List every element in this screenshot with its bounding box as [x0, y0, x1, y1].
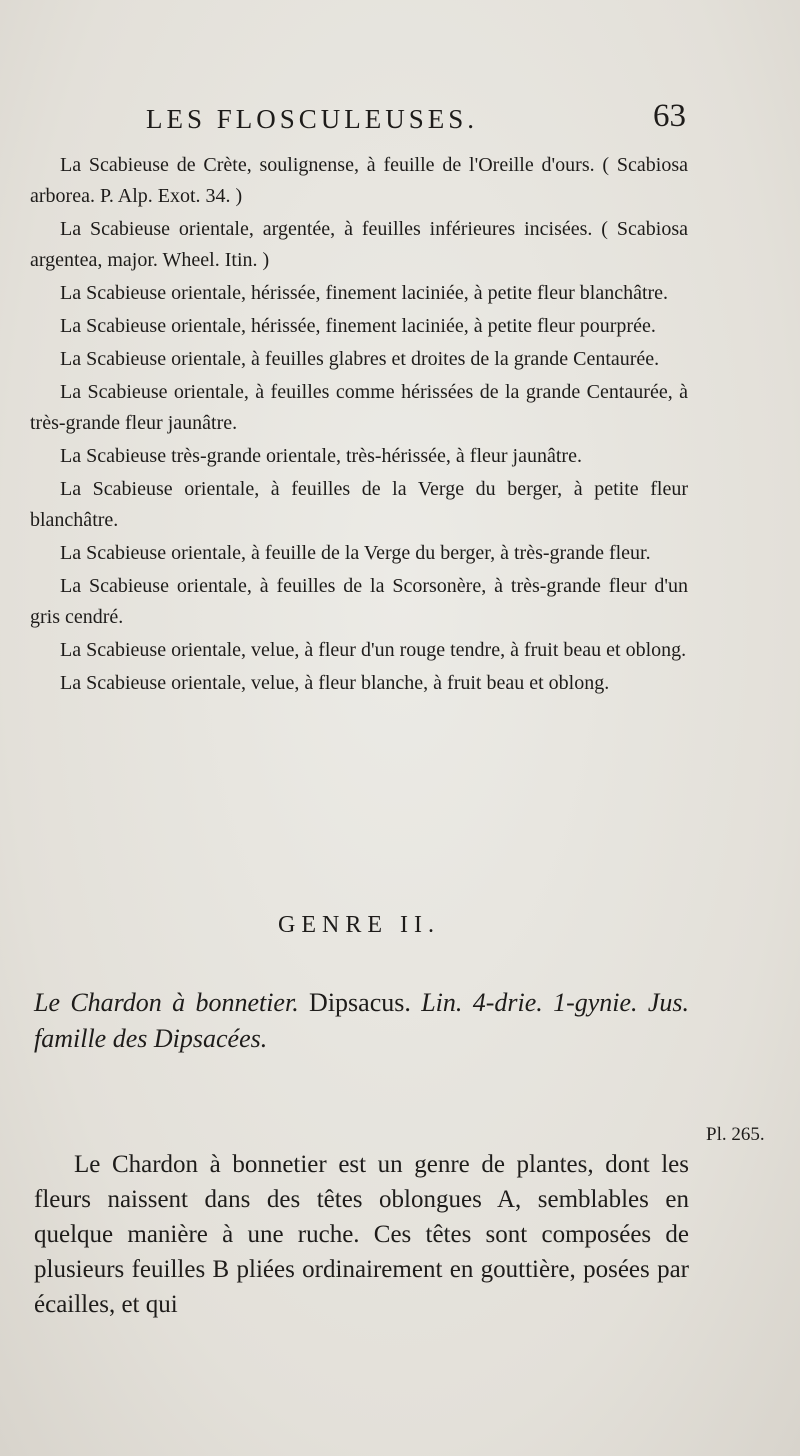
family-name: famille des Dipsacées.	[34, 1024, 268, 1053]
species-entry: La Scabieuse orientale, à feuilles de la Scorsonère, à très-grande fleur d'un gris cendré.	[30, 575, 688, 628]
species-entry: La Scabieuse orientale, argentée, à feuilles inférieures incisées. ( Scabiosa argentea, major. Wheel. Itin. )	[30, 218, 688, 271]
page-number: 63	[653, 98, 686, 134]
page-header	[146, 98, 686, 142]
species-entry: La Scabieuse orientale, hérissée, finement laciniée, à petite fleur pourprée.	[60, 315, 656, 337]
species-entry: La Scabieuse orientale, à feuilles glabres et droites de la grande Centaurée.	[60, 348, 660, 370]
genre-name-latin: Dipsacus.	[309, 988, 411, 1017]
species-entry: La Scabieuse orientale, à feuilles comme hérissées de la grande Centaurée, à très-grande fleur jaunâtre.	[30, 381, 688, 434]
genre-name-french: Le Chardon à bonnetier.	[34, 988, 299, 1017]
species-entry: La Scabieuse orientale, à feuille de la Verge du berger, à très-grande fleur.	[60, 542, 651, 564]
genre-title-block	[34, 985, 689, 1057]
jussieu-reference: Jus.	[647, 988, 690, 1017]
plate-reference: Pl. 265.	[706, 1124, 765, 1145]
linnaeus-reference: Lin.	[421, 988, 463, 1017]
linnaean-class: 4-drie. 1-gynie.	[472, 988, 638, 1017]
species-entry: La Scabieuse orientale, velue, à fleur d'un rouge tendre, à fruit beau et oblong.	[60, 639, 687, 661]
species-entry: La Scabieuse très-grande orientale, très-hérissée, à fleur jaunâtre.	[60, 445, 582, 467]
running-title: LES FLOSCULEUSES.	[146, 104, 479, 134]
species-entry: La Scabieuse de Crète, soulignense, à feuille de l'Oreille d'ours. ( Scabiosa arborea. P. Alp. Exot. 34. )	[30, 154, 688, 207]
species-entry: La Scabieuse orientale, à feuilles de la Verge du berger, à petite fleur blanchâtre.	[30, 478, 688, 531]
species-list	[30, 150, 688, 701]
species-entry: La Scabieuse orientale, velue, à fleur blanche, à fruit beau et oblong.	[60, 672, 610, 694]
species-entry: La Scabieuse orientale, hérissée, finement laciniée, à petite fleur blanchâtre.	[60, 282, 669, 304]
body-paragraph: Le Chardon à bonnetier est un genre de plantes, dont les fleurs naissent dans des têtes oblongues A, semblables en quelque manière à une ruche. Ces têtes sont composées de plusieurs feuilles B pliées ordinairement en gouttière, posées par écailles, et qui	[34, 1151, 689, 1318]
genre-heading: GENRE II.	[278, 912, 440, 938]
